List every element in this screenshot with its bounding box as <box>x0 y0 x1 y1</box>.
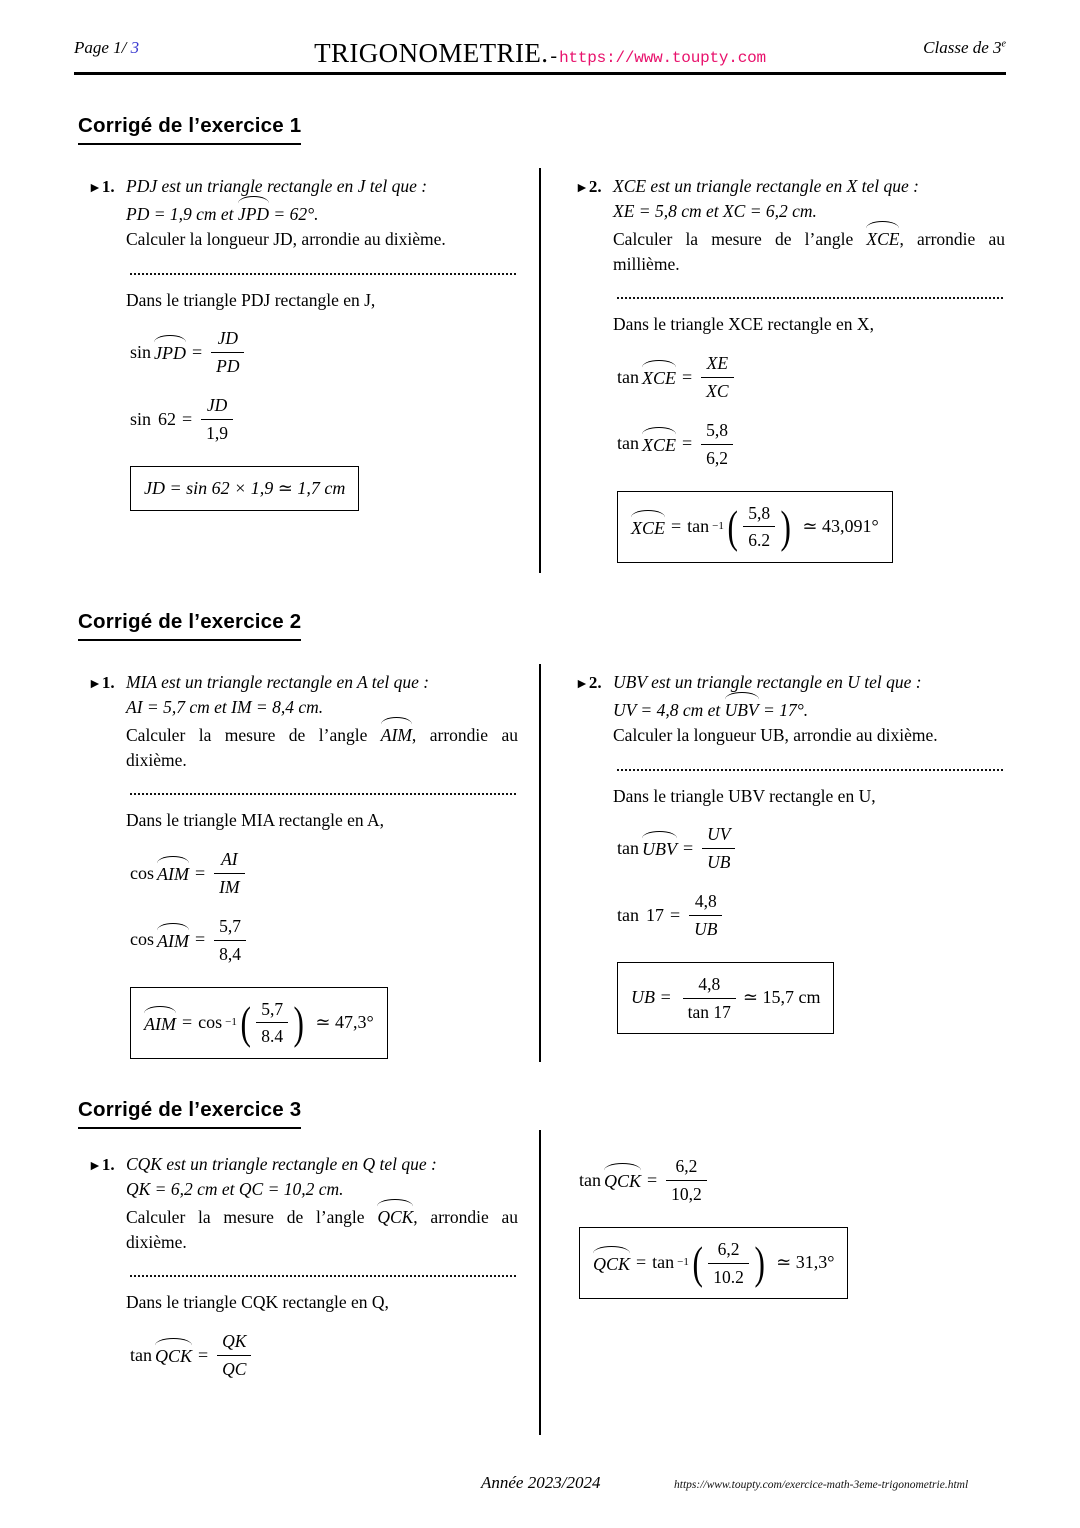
header-title-group <box>74 38 1006 69</box>
question-bullet <box>88 670 126 695</box>
fraction-denominator: 8,4 <box>214 940 246 967</box>
statement-line-3 <box>126 1202 518 1255</box>
trig-function: tan <box>617 837 639 858</box>
equation-2 <box>579 1154 1005 1207</box>
angle-xce-eq2: XCE <box>642 431 676 459</box>
angle-jpd: JPD <box>238 200 269 227</box>
angle-qck-eq: QCK <box>155 1342 192 1370</box>
equation-1 <box>617 822 1005 875</box>
statement-line-3: Calculer la longueur UB, arrondie au dixième. <box>613 724 938 745</box>
statement-line-1: PDJ est un triangle rectangle en J tel que : <box>126 176 428 196</box>
angle-aim-eq: AIM <box>157 860 189 888</box>
exercise-2-question-2 <box>575 670 1005 1034</box>
class-level-label: Classe de 3 <box>923 38 1002 57</box>
trig-function: sin <box>130 408 152 429</box>
trig-function: cos <box>130 929 154 950</box>
angle-xce-eq: XCE <box>642 364 676 392</box>
angle-ubv: UBV <box>725 696 759 723</box>
statement-line-3 <box>126 720 518 773</box>
big-parenthesis-group <box>690 1237 767 1290</box>
statement-line-3-suffix: , arrondie au millième. <box>613 228 1006 274</box>
fraction <box>743 501 775 554</box>
fraction-denominator: 10,2 <box>666 1180 707 1207</box>
statement-line-2: XE = 5,8 cm et XC = 6,2 cm. <box>613 200 817 221</box>
fraction-numerator: JD <box>217 328 239 349</box>
statement-line-3: Calculer la longueur JD, arrondie au dixième. <box>126 228 446 249</box>
context-line: Dans le triangle PDJ rectangle en J, <box>126 289 376 310</box>
fraction-denominator: XC <box>701 377 733 404</box>
fraction <box>211 326 244 379</box>
statement-line-2-prefix: UV = 4,8 cm et <box>613 699 725 720</box>
equation-2 <box>617 889 1005 942</box>
equation-2 <box>130 393 518 446</box>
triangle-bullet-icon: ► <box>88 181 102 196</box>
trig-function: tan <box>579 1169 601 1190</box>
result-angle: AIM <box>144 1010 176 1038</box>
question-number: 1. <box>101 1155 115 1174</box>
header-rule <box>74 72 1006 75</box>
statement-line-1: CQK est un triangle rectangle en Q tel que : <box>126 1154 437 1174</box>
statement-line-2-suffix: = 17°. <box>758 699 809 720</box>
fraction <box>201 393 233 446</box>
paren-right: ) <box>754 1236 765 1288</box>
angle-ubv-eq: UBV <box>642 835 677 863</box>
inverse-exponent: −1 <box>225 1016 237 1029</box>
paren-left: ( <box>727 500 738 552</box>
fraction-numerator: JD <box>206 395 228 416</box>
equals-sign: = <box>194 862 206 883</box>
result-tail: ≃ 47,3° <box>315 1012 374 1033</box>
exercise-2-question-1 <box>88 670 518 1059</box>
fraction <box>256 997 288 1050</box>
equals-sign: = <box>181 1012 193 1033</box>
paren-left: ( <box>692 1236 703 1288</box>
question-bullet <box>88 1152 126 1177</box>
boxed-result <box>617 962 834 1035</box>
class-level-sup: e <box>1001 38 1006 50</box>
equals-sign: = <box>682 366 693 387</box>
fraction <box>702 822 735 875</box>
section-title-exercice-1: Corrigé de l’exercice 1 <box>78 114 301 145</box>
statement-line-2: QK = 6,2 cm et QC = 10,2 cm. <box>126 1178 344 1199</box>
equation-1 <box>617 351 1005 404</box>
fraction-numerator: 5,7 <box>219 915 242 936</box>
angle-jpd-eq: JPD <box>154 339 186 367</box>
equals-sign: = <box>670 904 681 925</box>
statement-line-1: MIA est un triangle rectangle en A tel que : <box>126 672 430 692</box>
footer-url[interactable]: https://www.toupty.com/exercice-math-3eme-trigonometrie.html <box>674 1479 969 1491</box>
statement-line-2 <box>613 695 1005 723</box>
fraction-numerator: 4,8 <box>694 891 717 912</box>
question-number: 1. <box>101 177 115 196</box>
statement-line-1: XCE est un triangle rectangle en X tel que : <box>613 176 920 196</box>
inverse-exponent: −1 <box>712 520 724 533</box>
boxed-result <box>617 491 893 564</box>
fraction-numerator: 5,8 <box>748 502 771 523</box>
dotted-separator <box>130 267 516 275</box>
angle-value: 17 <box>646 904 664 925</box>
dotted-separator <box>130 1269 516 1277</box>
result-angle: XCE <box>631 514 665 542</box>
angle-aim: AIM <box>381 721 412 748</box>
equation-1 <box>130 847 518 900</box>
trig-function: tan <box>617 366 639 387</box>
triangle-bullet-icon: ► <box>575 181 589 196</box>
fraction-denominator: UB <box>689 915 722 942</box>
equals-sign: = <box>682 433 693 454</box>
equals-sign: = <box>192 341 203 362</box>
result-tail: ≃ 15,7 cm <box>742 987 821 1008</box>
statement-line-3-suffix: , arrondie au dixième. <box>126 1206 518 1252</box>
statement-line-2-prefix: PD = 1,9 cm et <box>126 203 238 224</box>
question-number: 2. <box>588 673 602 692</box>
fraction-numerator: 4,8 <box>698 973 721 994</box>
header-site-url[interactable]: https://www.toupty.com <box>559 49 766 67</box>
paren-left: ( <box>240 996 251 1048</box>
fraction <box>701 351 733 404</box>
statement-line-1: UBV est un triangle rectangle en U tel que : <box>613 672 922 692</box>
big-parenthesis-group <box>725 501 794 554</box>
angle-xce: XCE <box>866 225 899 252</box>
fraction <box>701 418 733 471</box>
angle-aim-eq2: AIM <box>157 927 189 955</box>
exercise-1-question-2 <box>575 174 1005 563</box>
equation-1 <box>130 1329 518 1382</box>
question-bullet <box>575 174 613 199</box>
fraction-denominator: QC <box>217 1355 251 1382</box>
fraction-denominator: PD <box>211 352 244 379</box>
question-number: 2. <box>588 177 602 196</box>
angle-value: 62 <box>158 408 177 429</box>
dotted-separator <box>617 291 1003 299</box>
fraction <box>217 1329 251 1382</box>
trig-function: tan <box>652 1252 675 1273</box>
fraction-numerator: XE <box>706 353 729 374</box>
column-divider-3 <box>539 1130 541 1435</box>
header-dash: - <box>550 45 558 67</box>
trig-function: tan <box>617 904 639 925</box>
boxed-result <box>579 1227 848 1300</box>
fraction <box>214 914 246 967</box>
context-line: Dans le triangle MIA rectangle en A, <box>126 810 385 831</box>
boxed-result <box>130 466 359 512</box>
fraction <box>689 889 722 942</box>
fraction-denominator: 1,9 <box>201 419 233 446</box>
dotted-separator <box>617 763 1003 771</box>
trig-function: tan <box>130 1344 152 1365</box>
result-tail: ≃ 31,3° <box>776 1252 835 1273</box>
fraction-denominator: 6.2 <box>743 526 775 553</box>
fraction-numerator: 5,8 <box>706 419 729 440</box>
column-divider-2 <box>539 664 541 1062</box>
fraction <box>708 1237 749 1290</box>
statement-line-3-prefix: Calculer la mesure de l’angle <box>613 228 867 249</box>
big-parenthesis-group <box>238 997 307 1050</box>
fraction <box>683 972 736 1025</box>
equals-sign: = <box>182 408 193 429</box>
fraction-numerator: 6,2 <box>717 1238 740 1259</box>
equation-2 <box>617 418 1005 471</box>
angle-qck: QCK <box>377 1203 413 1230</box>
trig-function: cos <box>198 1012 223 1033</box>
equation-1 <box>130 326 518 379</box>
fraction-numerator: AI <box>221 849 238 870</box>
paren-right: ) <box>293 996 304 1048</box>
statement-line-2: AI = 5,7 cm et IM = 8,4 cm. <box>126 696 324 717</box>
paren-right: ) <box>780 500 791 552</box>
column-divider-1 <box>539 168 541 573</box>
page-total: 3 <box>130 38 140 57</box>
question-number: 1. <box>101 673 115 692</box>
fraction-denominator: 10.2 <box>708 1263 749 1290</box>
context-line: Dans le triangle UBV rectangle en U, <box>613 785 876 806</box>
exercise-3-answer <box>575 1140 1005 1299</box>
fraction-denominator: UB <box>702 848 735 875</box>
statement-line-2 <box>126 199 518 227</box>
page-header <box>74 38 1006 74</box>
fraction-denominator: IM <box>214 873 244 900</box>
statement-line-3-prefix: Calculer la mesure de l’angle <box>126 1206 378 1227</box>
angle-qck-eq2: QCK <box>604 1167 641 1195</box>
triangle-bullet-icon: ► <box>88 677 102 692</box>
exercise-1-question-1 <box>88 174 518 511</box>
page-number-label: Page 1/ <box>74 38 127 57</box>
inverse-exponent: −1 <box>677 1256 689 1269</box>
equals-sign: = <box>194 929 206 950</box>
equation-2 <box>130 914 518 967</box>
section-title-exercice-2: Corrigé de l’exercice 2 <box>78 610 301 641</box>
trig-function: sin <box>130 341 152 362</box>
statement-line-2-suffix: = 62°. <box>269 203 319 224</box>
result-angle: QCK <box>593 1250 630 1278</box>
equals-sign: = <box>683 837 694 858</box>
context-line: Dans le triangle XCE rectangle en X, <box>613 314 874 335</box>
fraction-denominator: 6,2 <box>701 444 733 471</box>
trig-function: cos <box>130 862 154 883</box>
page-title: TRIGONOMETRIE. <box>314 38 549 68</box>
result-tail: ≃ 43,091° <box>802 516 879 537</box>
equals-sign: = <box>636 1252 647 1273</box>
equals-sign: = <box>647 1169 658 1190</box>
statement-line-3-suffix: , arrondie au dixième. <box>126 724 518 770</box>
exercise-3-question-1 <box>88 1152 518 1392</box>
fraction-numerator: QK <box>222 1331 247 1352</box>
triangle-bullet-icon: ► <box>575 677 589 692</box>
dotted-separator <box>130 787 516 795</box>
statement-line-3 <box>613 224 1005 277</box>
result-lhs: UB = <box>631 987 672 1008</box>
triangle-bullet-icon: ► <box>88 1159 102 1174</box>
fraction-denominator: 8.4 <box>256 1022 288 1049</box>
fraction-numerator: 6,2 <box>675 1156 698 1176</box>
fraction-denominator: tan 17 <box>683 998 736 1025</box>
question-bullet <box>575 670 613 695</box>
equals-sign: = <box>198 1344 209 1365</box>
fraction <box>666 1154 707 1207</box>
trig-function: tan <box>617 433 639 454</box>
statement-line-3-prefix: Calculer la mesure de l’angle <box>126 724 381 745</box>
context-line: Dans le triangle CQK rectangle en Q, <box>126 1292 389 1313</box>
question-bullet <box>88 174 126 199</box>
footer-year: Année 2023/2024 <box>481 1473 601 1492</box>
fraction-numerator: 5,7 <box>261 998 284 1019</box>
trig-function: tan <box>687 516 710 537</box>
section-title-exercice-3: Corrigé de l’exercice 3 <box>78 1098 301 1129</box>
equals-sign: = <box>671 516 682 537</box>
fraction <box>214 847 244 900</box>
boxed-result <box>130 987 388 1060</box>
result-text: JD = sin 62 × 1,9 ≃ 1,7 cm <box>144 477 346 498</box>
fraction-numerator: UV <box>707 824 731 845</box>
